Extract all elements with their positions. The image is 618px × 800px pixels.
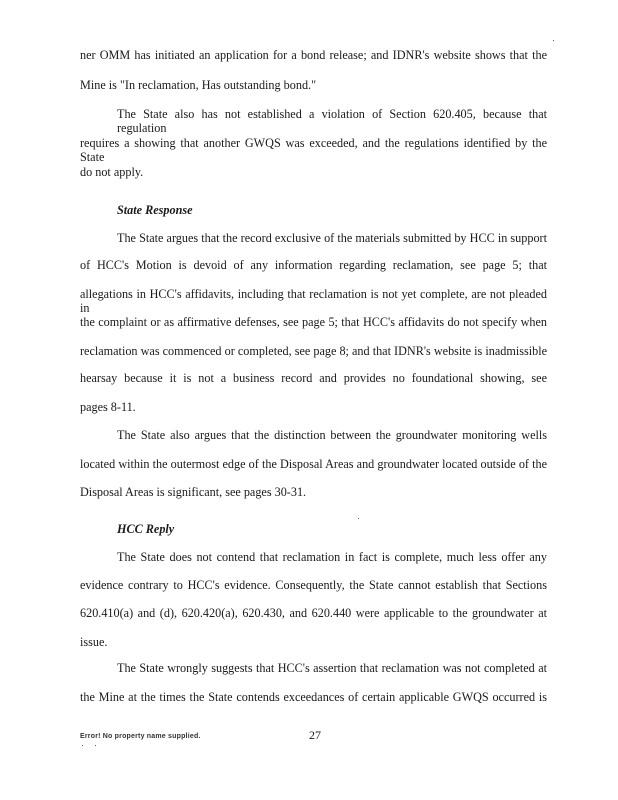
scan-speck: [553, 40, 554, 41]
body-line: the Mine at the times the State contends exceedances of certain applicable GWQS occurred is: [80, 690, 547, 704]
body-line: pages 8-11.: [80, 400, 136, 414]
body-line: hearsay because it is not a business record and provides no foundational showing, see: [80, 371, 547, 385]
body-line: located within the outermost edge of the Disposal Areas and groundwater located outside of the: [80, 457, 547, 471]
body-line: reclamation was commenced or completed, see page 8; and that IDNR's website is inadmissible: [80, 344, 547, 358]
body-line: issue.: [80, 635, 108, 649]
body-line: Disposal Areas is significant, see pages 30-31.: [80, 485, 307, 499]
page-number: 27: [309, 728, 321, 742]
body-line: The State also argues that the distinction between the groundwater monitoring wells: [117, 428, 547, 442]
body-line: do not apply.: [80, 165, 144, 179]
body-line: requires a showing that another GWQS was exceeded, and the regulations identified by the State: [80, 136, 547, 164]
body-line: Mine is "In reclamation, Has outstanding bond.": [80, 78, 317, 92]
body-line: The State wrongly suggests that HCC's assertion that reclamation was not completed at: [117, 661, 547, 675]
section-heading-hcc-reply: HCC Reply: [117, 522, 175, 536]
scan-speck: [82, 745, 83, 746]
body-line: allegations in HCC's affidavits, including that reclamation is not yet complete, are not pleaded in: [80, 287, 547, 315]
section-heading-state-response: State Response: [117, 203, 193, 217]
body-line: ner OMM has initiated an application for a bond release; and IDNR's website shows that the: [80, 48, 547, 62]
body-line: The State also has not established a violation of Section 620.405, because that regulation: [117, 107, 547, 135]
body-line: 620.410(a) and (d), 620.420(a), 620.430, and 620.440 were applicable to the groundwater at: [80, 606, 547, 620]
body-line: The State does not contend that reclamation in fact is complete, much less offer any: [117, 550, 547, 564]
scan-speck: [358, 518, 359, 519]
body-line: evidence contrary to HCC's evidence. Consequently, the State cannot establish that Sections: [80, 578, 547, 592]
body-line: The State argues that the record exclusive of the materials submitted by HCC in support: [117, 231, 547, 245]
footer-error-text: Error! No property name supplied.: [80, 733, 201, 740]
scan-speck: [95, 745, 96, 746]
body-line: the complaint or as affirmative defenses, see page 5; that HCC's affidavits do not specify when: [80, 315, 547, 329]
body-line: of HCC's Motion is devoid of any information regarding reclamation, see page 5; that: [80, 258, 547, 272]
